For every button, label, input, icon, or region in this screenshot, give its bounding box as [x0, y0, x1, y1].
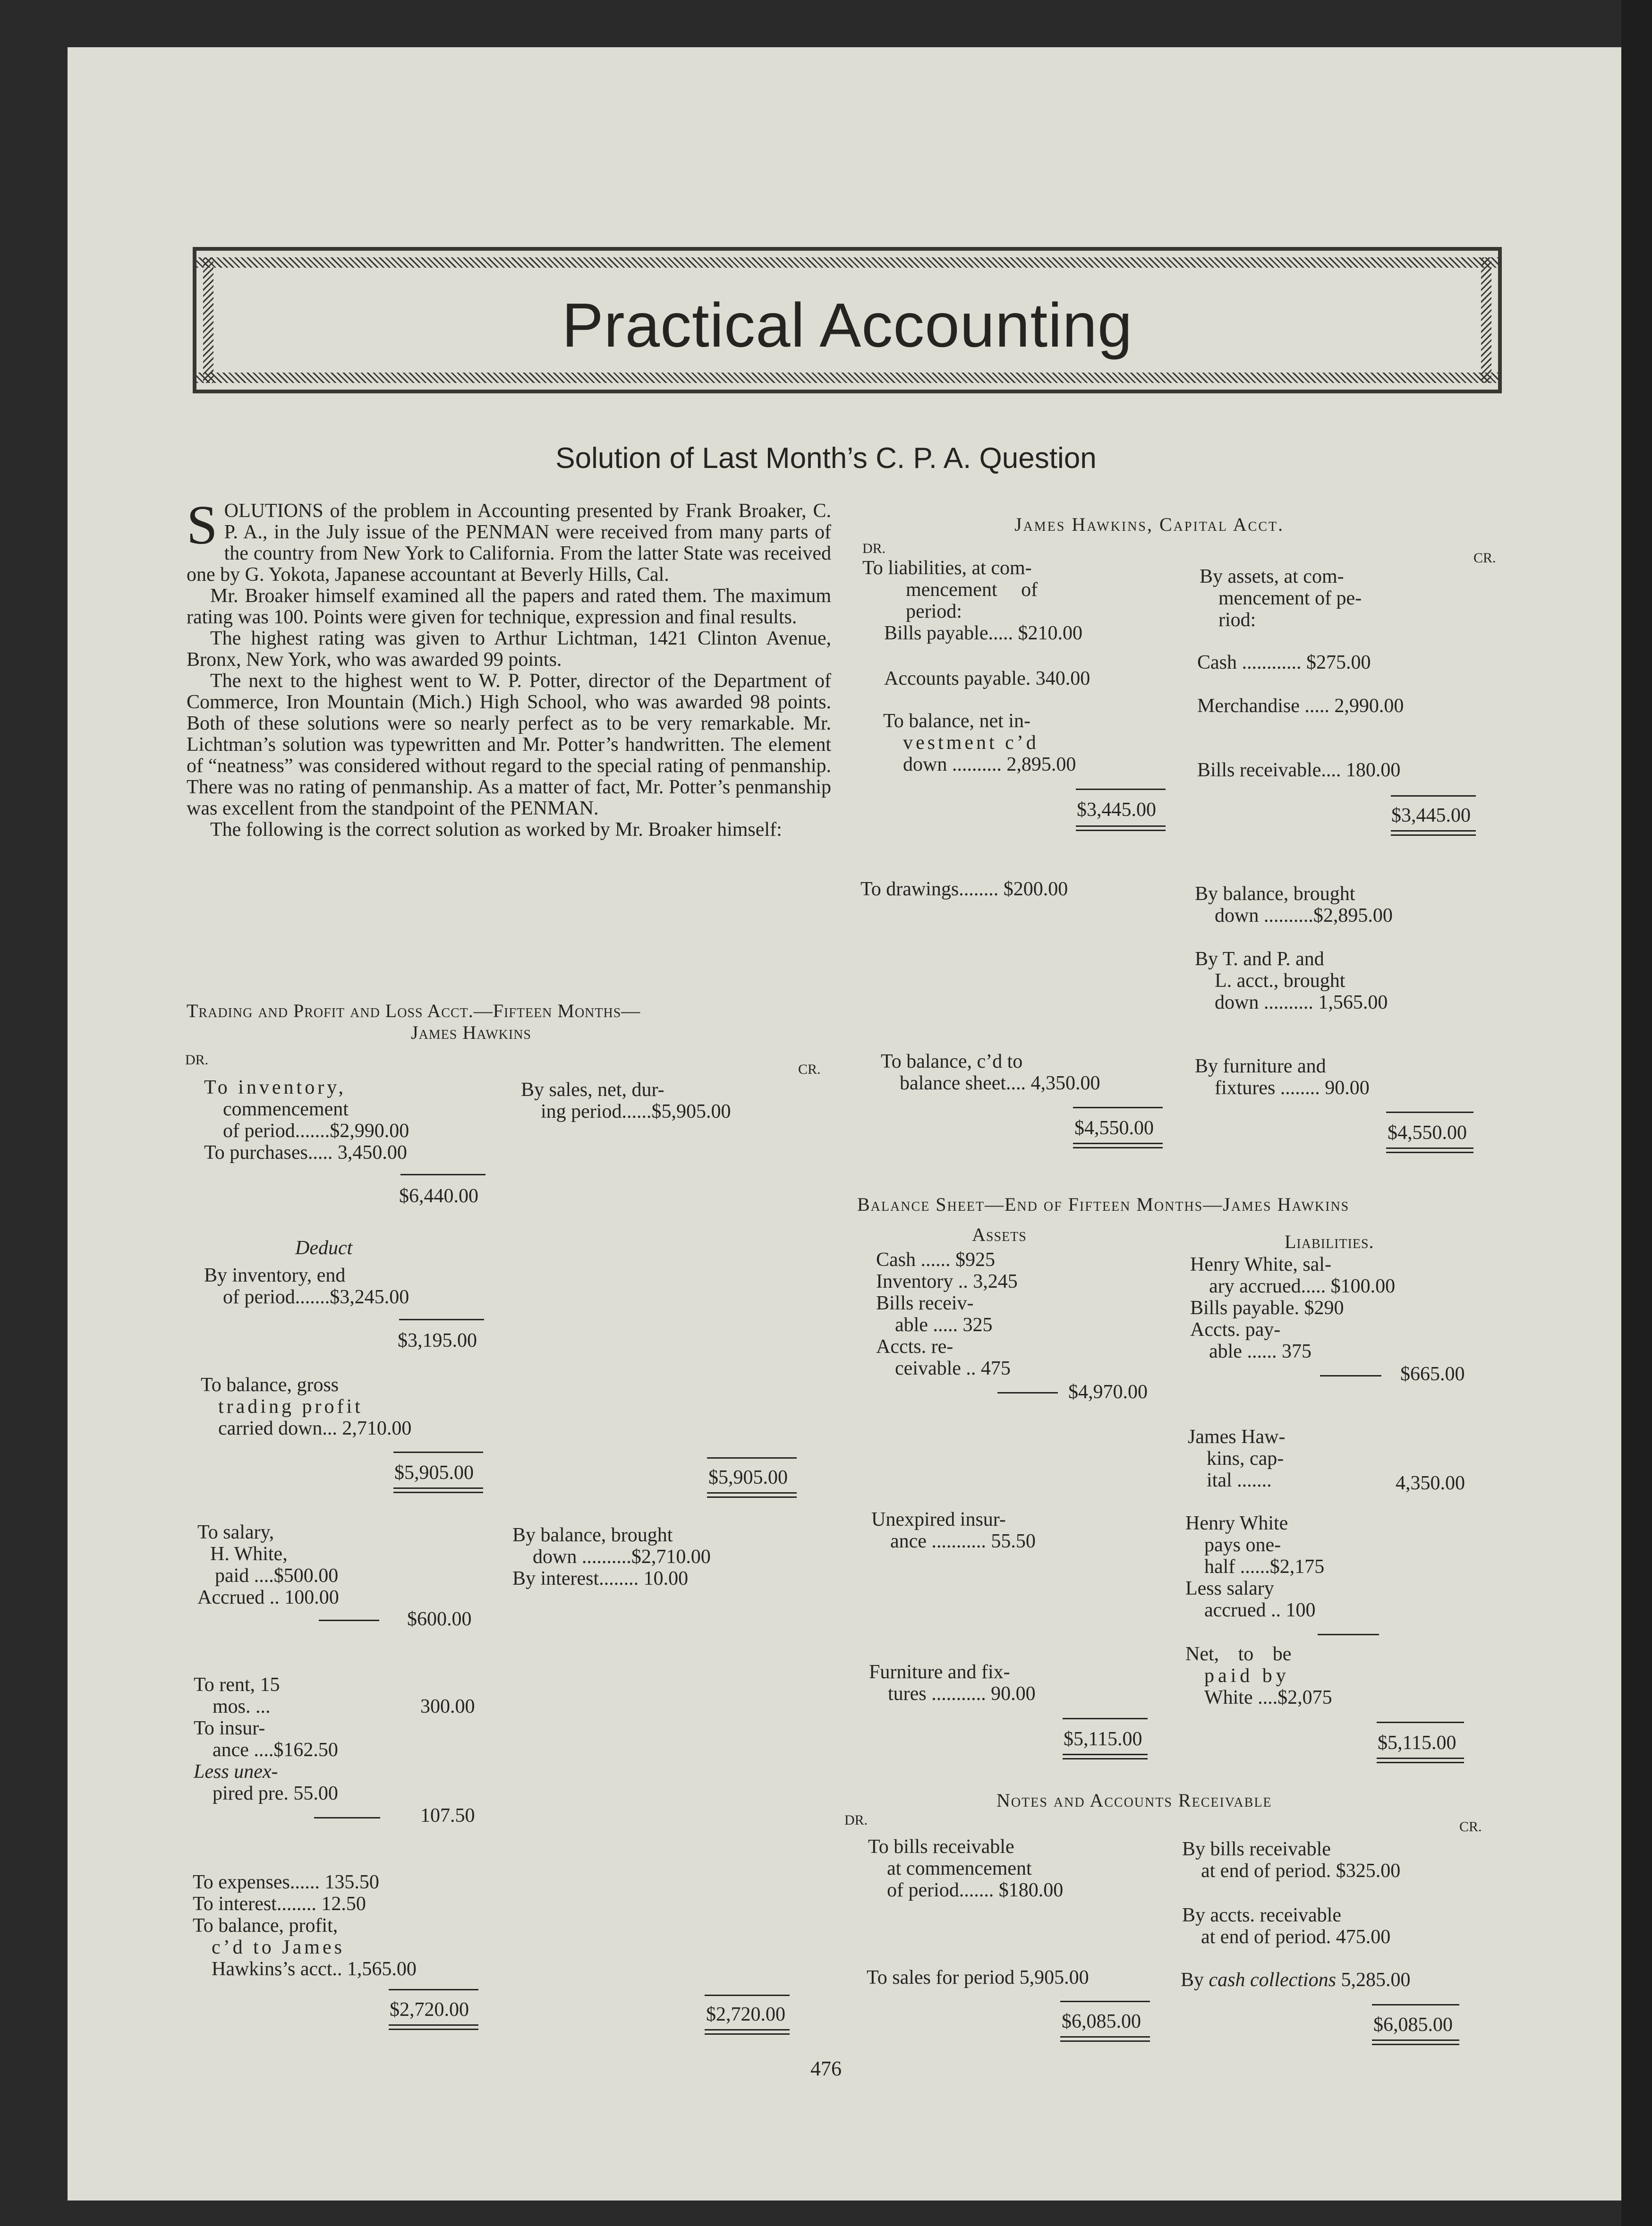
- bs-liab-label: Liabilities.: [1285, 1231, 1374, 1252]
- bs-rule-atot: [1063, 1718, 1148, 1719]
- bs-a3: Bills receiv-: [876, 1292, 974, 1314]
- bs-rule-a: [997, 1392, 1058, 1393]
- tp-sal2: H. White,: [210, 1543, 288, 1565]
- tp-purch: To purchases..... 3,450.00: [204, 1142, 407, 1164]
- bs-a2: Inventory .. 3,245: [876, 1271, 1018, 1292]
- tp-bal3: Hawkins’s acct.. 1,565.00: [212, 1958, 417, 1980]
- tp-sales1: By sales, net, dur-: [521, 1079, 664, 1101]
- cap-r13: fixtures ........ 90.00: [1215, 1077, 1370, 1099]
- nr-l4: To sales for period 5,905.00: [867, 1967, 1089, 1988]
- bs-a11: tures ........... 90.00: [888, 1683, 1036, 1705]
- tp-total-1r: $5,905.00: [708, 1467, 788, 1488]
- tp-bb2: down ..........$2,710.00: [533, 1546, 711, 1568]
- nr-dr: DR.: [844, 1812, 868, 1828]
- tp-double-rule-2r: [705, 2029, 790, 2035]
- cap-rule-1: [1076, 789, 1166, 790]
- tp-sal5: $600.00: [407, 1608, 472, 1630]
- cap-rtotal: $3,445.00: [1391, 805, 1471, 826]
- cap-r11: down .......... 1,565.00: [1215, 992, 1388, 1013]
- bs-double-rule-b: [1377, 1758, 1464, 1763]
- intro-paragraph-1: [187, 494, 831, 586]
- tp-sales2: ing period......$5,905.00: [541, 1101, 731, 1122]
- cap-r4: Cash ............ $275.00: [1197, 652, 1371, 673]
- nr-rule-l: [1060, 2001, 1150, 2002]
- tp-total-2r: $2,720.00: [706, 2004, 785, 2025]
- nr-r4: at end of period. 475.00: [1201, 1926, 1391, 1948]
- cap-l3: period:: [906, 601, 962, 622]
- intro-paragraph-3: The highest rating was given to Arthur Lichtman, 1421 Clinton Avenue, Bronx, New York, who was awarded 99 points.: [187, 628, 831, 671]
- tp-rent2: mos. ...: [213, 1696, 271, 1717]
- intro-paragraph-2: Mr. Broaker himself examined all the papers and rated them. The maximum rating was 100. Points were given for technique, expression and final results.: [187, 585, 831, 628]
- tp-ins4: pired pre. 55.00: [213, 1783, 338, 1804]
- tp-rule-3r: [707, 1457, 797, 1459]
- bs-b3: Bills payable. $290: [1190, 1297, 1344, 1319]
- bs-b10: 4,350.00: [1396, 1472, 1465, 1494]
- nr-double-rule-r: [1372, 2039, 1459, 2045]
- bs-b18: White ....$2,075: [1204, 1687, 1332, 1708]
- nr-cr: CR.: [1459, 1819, 1482, 1835]
- cap-r12: By furniture and: [1195, 1055, 1326, 1077]
- cap-ltotal: $3,445.00: [1077, 799, 1156, 821]
- nr-double-rule-l: [1060, 2036, 1150, 2042]
- tp-sal4: Accrued .. 100.00: [197, 1587, 339, 1608]
- nr-r1: By bills receivable: [1182, 1838, 1331, 1860]
- bs-assets-label: Assets: [972, 1224, 1027, 1245]
- bs-b14: Less salary: [1185, 1578, 1274, 1599]
- cap-double-rule-1: [1076, 825, 1166, 831]
- tp-rule-5: [314, 1817, 380, 1818]
- title-banner: [193, 247, 1502, 393]
- tp-deduct: Deduct: [295, 1237, 353, 1259]
- tp-endinv1: By inventory, end: [204, 1265, 346, 1286]
- cap-r1: By assets, at com-: [1200, 566, 1344, 587]
- cap-r6: Bills receivable.... 180.00: [1197, 759, 1401, 781]
- bs-b4: Accts. pay-: [1190, 1319, 1281, 1341]
- cap-r10: L. acct., brought: [1215, 970, 1345, 992]
- bs-a1: Cash ...... $925: [876, 1249, 995, 1271]
- nr-r5-cash: cash collections: [1209, 1969, 1336, 1991]
- bs-a7: $4,970.00: [1068, 1381, 1148, 1403]
- tp-heading-line2: James Hawkins: [411, 1022, 531, 1043]
- intro-text: [187, 494, 831, 841]
- tp-rule-4: [319, 1620, 379, 1621]
- drop-cap: S: [187, 494, 218, 556]
- bs-atotal: $5,115.00: [1064, 1728, 1142, 1750]
- cap-l8: down .......... 2,895.00: [903, 754, 1076, 775]
- tp-sal1: To salary,: [197, 1521, 274, 1543]
- bs-btotal: $5,115.00: [1378, 1732, 1456, 1754]
- cap-l5: Accounts payable. 340.00: [884, 668, 1090, 689]
- tp-gross2: trading profit: [218, 1396, 363, 1418]
- bs-rule-b2: [1318, 1634, 1379, 1635]
- bs-a6: ceivable .. 475: [895, 1358, 1011, 1379]
- bs-a10: Furniture and fix-: [869, 1661, 1010, 1683]
- cap-l11: balance sheet.... 4,350.00: [900, 1072, 1100, 1094]
- cap-l4: Bills payable..... $210.00: [884, 622, 1082, 644]
- intro-p1-text: OLUTIONS of the problem in Accounting presented by Frank Broaker, C. P. A., in the July issue of the PENMAN were received from many parts of the country from New York to California. From the latter State was received one by G. Yokota, Japanese accountant at Beverly Hills, Cal.: [187, 500, 831, 586]
- tp-rule-2: [399, 1319, 484, 1320]
- cap-r3: riod:: [1218, 609, 1256, 631]
- banner-border-top: [196, 257, 1498, 268]
- tp-rule-6r: [705, 1995, 790, 1996]
- intro-paragraph-4: The next to the highest went to W. P. Potter, director of the Department of Commerce, Iron Mountain (Mich.) High School, who was awarded 98 points. Both of these solutions were so nearly perfect as to be very remarkable. Mr. Lichtman’s solution was typewritten and Mr. Potter’s handwritten. The element of “neatness” was considered without regard to the special rating of penmanship. There was no rating of penmanship. As a matter of fact, Mr. Potter’s penmanship was excellent from the standpoint of the PENMAN.: [187, 670, 831, 819]
- tp-bb1: By balance, brought: [512, 1524, 673, 1546]
- cap-double-rule-2: [1073, 1143, 1163, 1148]
- cap-r5: Merchandise ..... 2,990.00: [1197, 695, 1404, 717]
- tp-heading-line1: Trading and Profit and Loss Acct.—Fifteen Months—: [187, 1000, 641, 1021]
- tp-double-rule-1r: [707, 1492, 797, 1498]
- nr-heading: Notes and Accounts Receivable: [996, 1790, 1272, 1811]
- bs-b2: ary accrued..... $100.00: [1209, 1275, 1396, 1297]
- tp-inv3: of period.......$2,990.00: [223, 1120, 409, 1142]
- tp-inv2: commencement: [223, 1098, 349, 1120]
- cap-r2: mencement of pe-: [1218, 587, 1362, 609]
- bs-b5: able ...... 375: [1209, 1341, 1311, 1362]
- bs-b8: kins, cap-: [1207, 1448, 1284, 1470]
- tp-inv1: To inventory,: [204, 1077, 346, 1098]
- tp-double-rule-1: [393, 1487, 483, 1493]
- bs-a5: Accts. re-: [876, 1336, 954, 1358]
- tp-exp: To expenses...... 135.50: [193, 1871, 379, 1893]
- tp-total-1: $5,905.00: [394, 1462, 474, 1484]
- nr-r2: at end of period. $325.00: [1201, 1860, 1401, 1882]
- cap-double-rule-2r: [1386, 1147, 1473, 1153]
- tp-bal2: c’d to James: [212, 1937, 345, 1958]
- bs-a8: Unexpired insur-: [871, 1509, 1006, 1530]
- cap-dr: DR.: [862, 541, 886, 556]
- tp-bal1: To balance, profit,: [193, 1915, 338, 1937]
- bs-a9: ance ........... 55.50: [890, 1530, 1036, 1552]
- tp-int: To interest........ 12.50: [193, 1893, 366, 1915]
- cap-l9: To drawings........ $200.00: [860, 878, 1068, 900]
- tp-rent1: To rent, 15: [194, 1674, 280, 1696]
- banner-border-bottom: [196, 373, 1498, 383]
- tp-dr: DR.: [185, 1052, 209, 1068]
- article-subtitle: Solution of Last Month’s C. P. A. Question: [555, 442, 1097, 475]
- cap-l6: To balance, net in-: [883, 710, 1030, 732]
- bs-rule-b: [1320, 1375, 1381, 1376]
- cap-double-rule-1r: [1391, 830, 1476, 836]
- cap-r7: By balance, brought: [1195, 883, 1355, 905]
- cap-cr: CR.: [1473, 550, 1496, 566]
- bs-a4: able ..... 325: [895, 1314, 993, 1336]
- bs-b15: accrued .. 100: [1204, 1599, 1316, 1621]
- bs-b11: Henry White: [1185, 1512, 1288, 1534]
- banner-title: Practical Accounting: [562, 290, 1133, 360]
- bs-double-rule-a: [1063, 1754, 1148, 1759]
- cap-ltotal-2: $4,550.00: [1074, 1117, 1154, 1139]
- tp-ins5: 107.50: [420, 1805, 475, 1827]
- tp-total-2: $2,720.00: [390, 1999, 469, 2021]
- tp-ins2: ance ....$162.50: [213, 1739, 338, 1761]
- cap-l1: To liabilities, at com-: [862, 557, 1032, 579]
- tp-bb3: By interest........ 10.00: [512, 1568, 689, 1589]
- nr-rtotal: $6,085.00: [1373, 2014, 1453, 2036]
- nr-r5-by: By: [1181, 1969, 1204, 1991]
- nr-rule-r: [1372, 2004, 1459, 2005]
- cap-l7: vestment c’d: [903, 732, 1039, 754]
- tp-rule-1: [400, 1174, 485, 1175]
- tp-rule-3: [393, 1452, 483, 1453]
- tp-rent3: 300.00: [420, 1696, 475, 1717]
- cap-r9: By T. and P. and: [1195, 948, 1324, 970]
- tp-cr: CR.: [798, 1062, 821, 1077]
- nr-r5-amount: 5,285.00: [1341, 1969, 1411, 1991]
- bs-b17: paid by: [1204, 1665, 1290, 1687]
- bs-b6: $665.00: [1400, 1363, 1465, 1385]
- cap-l2: mencement of: [906, 579, 1038, 601]
- tp-double-rule-2: [389, 2024, 478, 2030]
- tp-gross1: To balance, gross: [201, 1374, 339, 1396]
- bs-b9: ital .......: [1207, 1470, 1272, 1491]
- page-number: 476: [810, 2057, 842, 2080]
- tp-ins3: Less unex-: [194, 1761, 278, 1783]
- nr-ltotal: $6,085.00: [1062, 2011, 1141, 2032]
- intro-paragraph-5: The following is the correct solution as worked by Mr. Broaker himself:: [210, 819, 782, 841]
- cap-rule-1r: [1391, 795, 1476, 797]
- book-spine: [1621, 0, 1652, 2226]
- tp-rule-6: [389, 1989, 478, 1990]
- nr-r3: By accts. receivable: [1182, 1904, 1341, 1926]
- nr-l2: at commencement: [887, 1858, 1032, 1879]
- bs-b16: Net, to be: [1185, 1643, 1292, 1665]
- bs-rule-btot: [1377, 1722, 1464, 1723]
- bs-heading: Balance Sheet—End of Fifteen Months—James Hawkins: [857, 1194, 1350, 1215]
- bs-b7: James Haw-: [1188, 1426, 1286, 1448]
- nr-l1: To bills receivable: [868, 1836, 1014, 1858]
- tp-sub2: $3,195.00: [398, 1330, 477, 1351]
- cap-heading: James Hawkins, Capital Acct.: [1014, 514, 1285, 535]
- cap-r8: down ..........$2,895.00: [1215, 905, 1393, 926]
- tp-sub1: $6,440.00: [399, 1185, 478, 1207]
- bs-b13: half ......$2,175: [1204, 1556, 1325, 1578]
- tp-ins1: To insur-: [194, 1717, 265, 1739]
- nr-l3: of period....... $180.00: [887, 1879, 1064, 1901]
- cap-l10: To balance, c’d to: [881, 1051, 1023, 1072]
- cap-rule-2r: [1386, 1112, 1473, 1113]
- bs-b1: Henry White, sal-: [1190, 1254, 1331, 1275]
- nr-r5: [1181, 1969, 1410, 1991]
- bs-b12: pays one-: [1204, 1534, 1281, 1556]
- tp-endinv2: of period.......$3,245.00: [223, 1286, 409, 1308]
- cap-rtotal-2: $4,550.00: [1388, 1122, 1467, 1144]
- tp-sal3: paid ....$500.00: [215, 1565, 339, 1587]
- cap-rule-2: [1073, 1107, 1163, 1108]
- tp-gross3: carried down... 2,710.00: [218, 1418, 412, 1439]
